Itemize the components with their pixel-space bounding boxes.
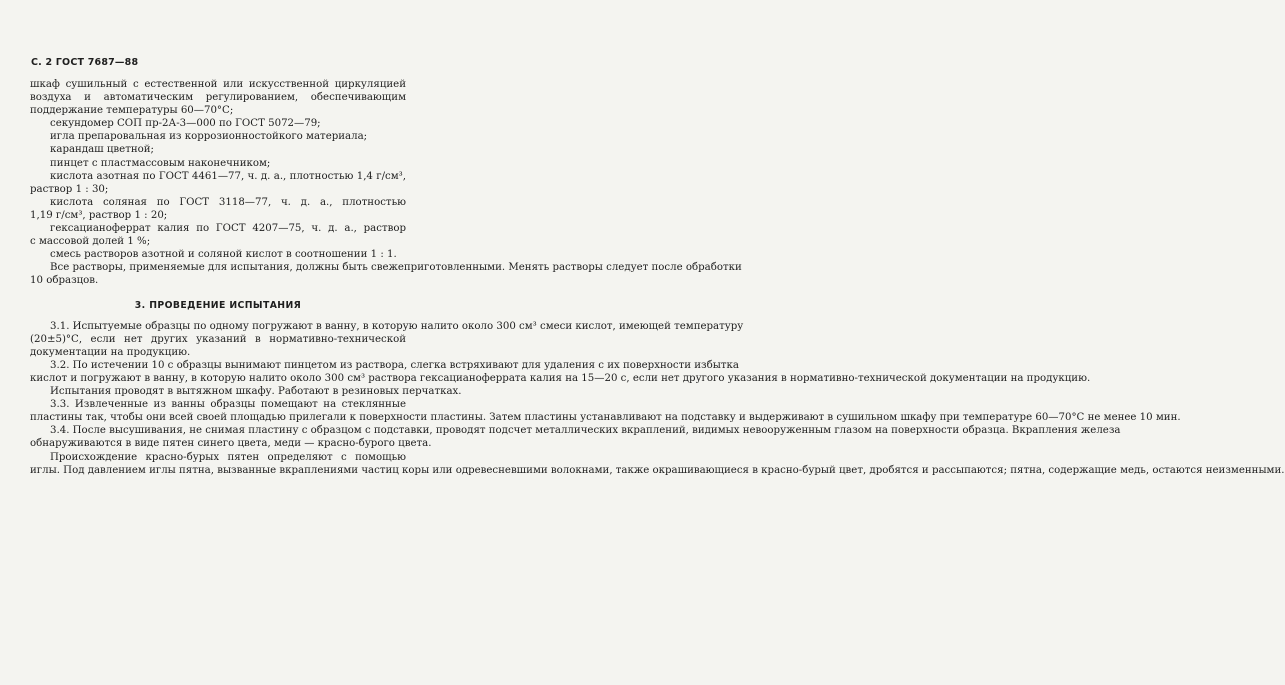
text-line: 3.4. После высушивания, не снимая пластину с образцом с подставки, проводят подсчет металлических вкраплений, видимых невооруженным глазом на поверхности образца. Вкрапления железа — [50, 425, 1121, 437]
text-line: Испытания проводят в вытяжном шкафу. Работают в резиновых перчатках. — [50, 386, 462, 398]
text-line: Происхождение красно-бурых пятен определяют с помощью — [50, 451, 406, 463]
text-line: Все растворы, применяемые для испытания, должны быть свежеприготовленными. Менять растворы следует после обработки — [50, 262, 742, 274]
list-item — [30, 261, 742, 287]
list-item — [30, 248, 406, 261]
text-line: иглы. Под давлением иглы пятна, вызванные вкраплениями частиц коры или одревесневшими волокнами, также окрашивающиеся в красно-бурый цвет, дробятся и рассыпаются; пятна, содержащие медь, остаются неизменными. — [30, 464, 1285, 476]
document-body — [30, 78, 1285, 477]
text-line: раствор 1 : 30; — [30, 183, 109, 195]
paragraph — [30, 398, 1181, 424]
list-item — [30, 222, 406, 248]
list-item — [30, 170, 406, 196]
text-line: 3.3. Извлеченные из ванны образцы помещают на стеклянные — [50, 399, 406, 411]
paragraph — [30, 385, 462, 398]
text-line: (20±5)°С, если нет других указаний в нормативно-технической — [30, 333, 406, 345]
text-line: кислота соляная по ГОСТ 3118—77, ч. д. а., плотностью — [50, 196, 406, 208]
text-line: 3.2. По истечении 10 с образцы вынимают пинцетом из раствора, слегка встряхивают для удаления с их поверхности избытка — [50, 359, 739, 371]
paragraph — [30, 424, 1121, 450]
text-line: игла препаровальная из коррозионностойкого материала; — [50, 131, 368, 143]
list-item — [30, 130, 406, 143]
text-line: 3.1. Испытуемые образцы по одному погружают в ванну, в которую налито около 300 см³ смеси кислот, имеющей температуру — [50, 320, 744, 332]
paragraph — [30, 320, 744, 359]
text-line: воздуха и автоматическим регулированием, обеспечивающим — [30, 92, 406, 104]
text-line: документации на продукцию. — [30, 346, 191, 358]
text-line: карандаш цветной; — [50, 144, 154, 156]
paragraph — [30, 359, 1091, 385]
text-line: пинцет с пластмассовым наконечником; — [50, 157, 271, 169]
list-item — [30, 117, 406, 130]
text-line: обнаруживаются в виде пятен синего цвета, меди — красно-бурого цвета. — [30, 438, 432, 450]
list-item — [30, 78, 406, 117]
list-item — [30, 157, 406, 170]
text-line: поддержание температуры 60—70°С; — [30, 105, 234, 117]
text-line: с массовой долей 1 %; — [30, 236, 151, 248]
text-line: смесь растворов азотной и соляной кислот в соотношении 1 : 1. — [50, 249, 397, 261]
text-line: 1,19 г/см³, раствор 1 : 20; — [30, 209, 168, 221]
text-line: кислот и погружают в ванну, в которую налито около 300 см³ раствора гексацианоферрата калия на 15—20 с, если нет другого указания в нормативно-технической документации на продукцию. — [30, 372, 1091, 384]
paragraph — [30, 451, 1285, 477]
text-line: гексацианоферрат калия по ГОСТ 4207—75, ч. д. а., раствор — [50, 223, 406, 235]
section-heading: 3. ПРОВЕДЕНИЕ ИСПЫТАНИЯ — [134, 299, 302, 311]
text-line: шкаф сушильный с естественной или искусственной циркуляцией — [30, 79, 406, 90]
text-line: кислота азотная по ГОСТ 4461—77, ч. д. а., плотностью 1,4 г/см³, — [50, 170, 406, 182]
text-line: секундомер СОП пр-2А-3—000 по ГОСТ 5072—79; — [50, 118, 321, 130]
text-line: 10 образцов. — [30, 275, 99, 287]
text-line: пластины так, чтобы они всей своей площадью прилегали к поверхности пластины. Затем пластины устанавливают на подставку и выдерживают в сушильном шкафу при температуре 60—70°С не менее 10 мин. — [30, 412, 1181, 424]
page-header: С. 2 ГОСТ 7687—88 — [31, 57, 139, 68]
list-item — [30, 196, 406, 222]
list-item — [30, 143, 406, 156]
